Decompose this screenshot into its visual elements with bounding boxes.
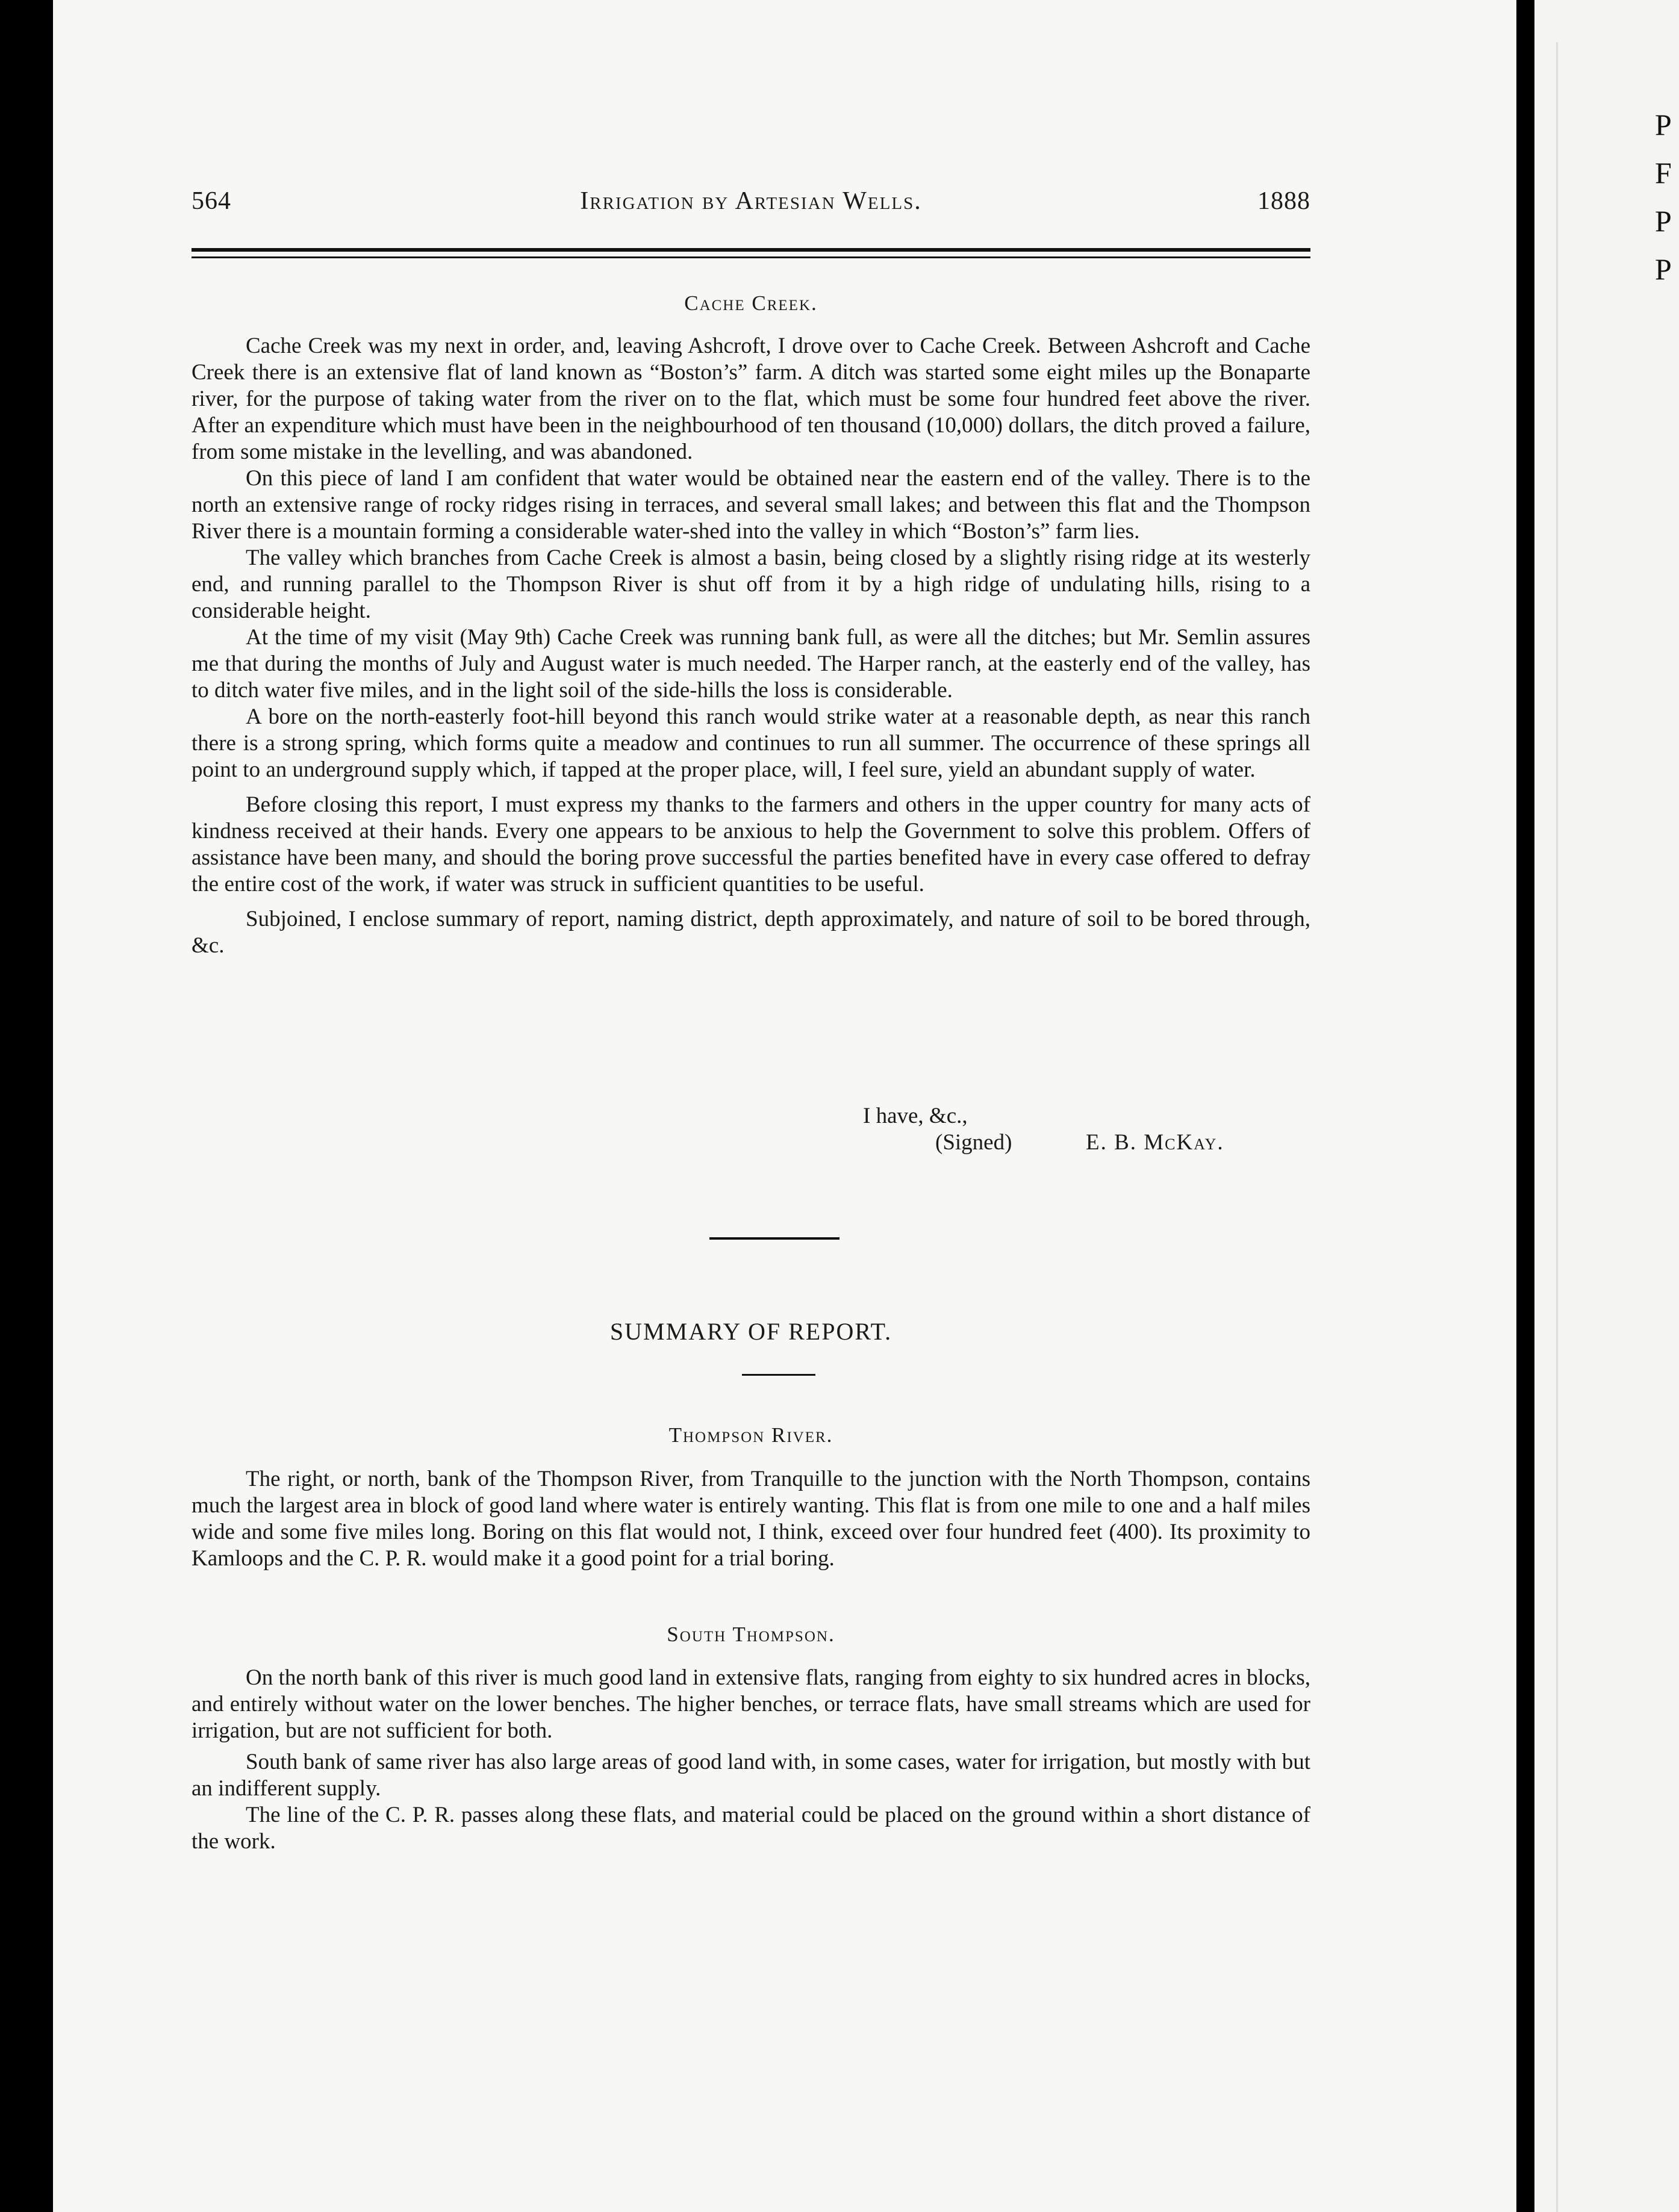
page-number: 564 <box>192 187 231 215</box>
edge-letter: F <box>1655 156 1672 190</box>
paragraph: The right, or north, bank of the Thompson River, from Tranquille to the junction with the North Thompson, contains much the largest area in block of good land where water is entirely wanting. This flat is from one mile to one and a half miles wide and some five miles long. Boring on this flat would not, I think, exceed over four hundred feet (400). Its proximity to Kamloops and the C. P. R. would make it a good point for a trial boring. <box>192 1467 1310 1571</box>
paragraph: At the time of my visit (May 9th) Cache Creek was running bank full, as were all the ditches; but Mr. Semlin assures me that during the months of July and August water is much needed. The Harper ranch, at the easterly end of the valley, has to ditch water five miles, and in the light soil of the side-hills the loss is considerable. <box>192 625 1310 703</box>
paragraph: On this piece of land I am confident that water would be obtained near the eastern end of the valley. There is to the north an extensive range of rocky ridges rising in terraces, and several small lakes; and between this flat and the Thompson River there is a mountain forming a considerable water-shed into the valley in which “Boston’s” farm lies. <box>192 466 1310 544</box>
paragraph: The line of the C. P. R. passes along these flats, and material could be placed on the ground within a short distance of the work. <box>192 1803 1310 1854</box>
signed-label: (Signed) <box>935 1130 1012 1155</box>
paragraph: South bank of same river has also large areas of good land with, in some cases, water for irrigation, but mostly with but an indifferent supply. <box>192 1750 1310 1801</box>
document-page <box>53 0 1516 2212</box>
running-header <box>192 187 1310 229</box>
paragraph: On the north bank of this river is much good land in extensive flats, ranging from eighty to six hundred acres in blocks, and entirely without water on the lower benches. The higher benches, or terrace flats, have small streams which are used for irrigation, but are not sufficient for both. <box>192 1665 1310 1743</box>
section-heading-thompson-river: Thompson River. <box>668 1423 833 1447</box>
header-rule-thick <box>192 248 1310 252</box>
header-rule-thin <box>192 256 1310 258</box>
cache-creek-body <box>192 333 1310 959</box>
signature: E. B. McKay. <box>1086 1130 1224 1155</box>
south-thompson-body <box>192 1665 1310 1855</box>
summary-divider <box>742 1374 815 1376</box>
paragraph: Cache Creek was my next in order, and, leaving Ashcroft, I drove over to Cache Creek. Between Ashcroft and Cache Creek there is an extensive flat of land known as “Boston’s” farm. A ditch was started some eight miles up the Bonaparte river, for the purpose of taking water from the river on to the flat, which must be some four hundred feet above the river. After an expenditure which must have been in the neighbourhood of ten thousand (10,000) dollars, the ditch proved a failure, from some mistake in the levelling, and was abandoned. <box>192 334 1310 464</box>
section-heading-south-thompson: South Thompson. <box>667 1623 835 1646</box>
closing-line: I have, &c., <box>863 1104 968 1128</box>
running-title: Irrigation by Artesian Wells. <box>580 187 922 215</box>
paragraph: Subjoined, I enclose summary of report, naming district, depth approximately, and nature of soil to be bored through, &c. <box>192 907 1310 958</box>
adjacent-page-edge <box>1534 0 1679 2212</box>
page-edge-rule <box>1556 42 1558 2212</box>
paragraph: A bore on the north-easterly foot-hill beyond this ranch would strike water at a reasonable depth, as near this ranch there is a strong spring, which forms quite a meadow and continues to run all summer. The occurrence of these springs all point to an underground supply which, if tapped at the proper place, will, I feel sure, yield an abundant supply of water. <box>192 704 1310 782</box>
section-heading-cache-creek: Cache Creek. <box>684 291 818 315</box>
summary-title: SUMMARY OF REPORT. <box>609 1318 892 1345</box>
edge-letter: P <box>1655 108 1672 141</box>
paragraph: Before closing this report, I must express my thanks to the farmers and others in the upper country for many acts of kindness received at their hands. Every one appears to be anxious to help the Government to solve this problem. Offers of assistance have been many, and should the boring prove successful the parties benefited have in every case offered to defray the entire cost of the work, if water was struck in sufficient quantities to be useful. <box>192 792 1310 896</box>
header-year: 1888 <box>1257 187 1310 215</box>
thompson-river-body <box>192 1466 1310 1572</box>
paragraph: The valley which branches from Cache Creek is almost a basin, being closed by a slightly rising ridge at its westerly end, and running parallel to the Thompson River is shut off from it by a high ridge of undulating hills, rising to a considerable height. <box>192 545 1310 623</box>
edge-letter: P <box>1655 252 1672 286</box>
edge-letter: P <box>1655 204 1672 238</box>
section-divider <box>709 1237 839 1240</box>
